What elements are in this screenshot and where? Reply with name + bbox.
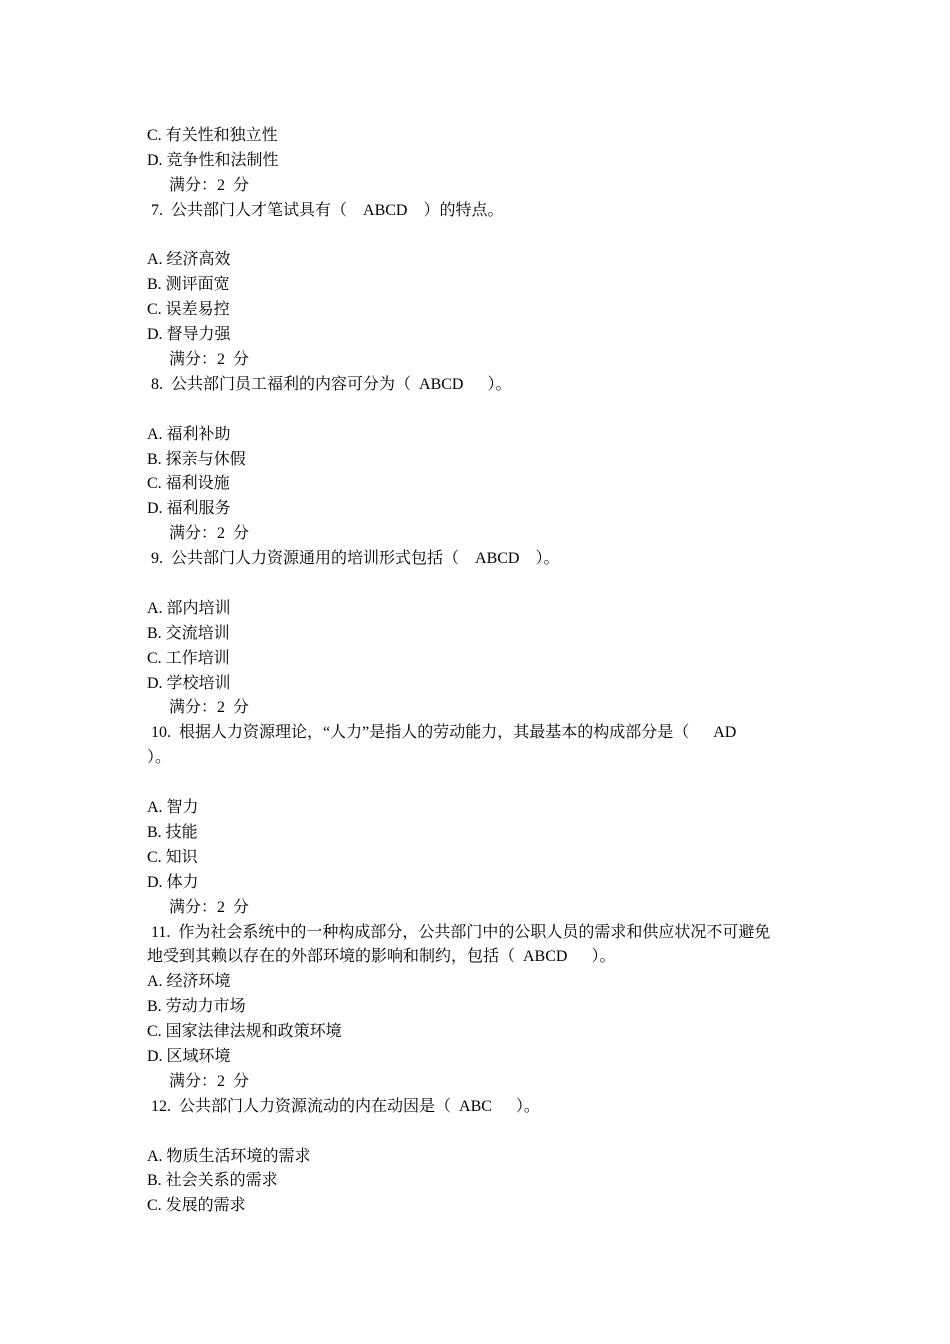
question-8-prefix: 8. 公共部门员工福利的内容可分为（ (151, 375, 420, 393)
spacer (147, 572, 817, 597)
question-7-prefix: 7. 公共部门人才笔试具有（ (151, 201, 364, 219)
question-9-prefix: 9. 公共部门人力资源通用的培训形式包括（ (151, 550, 476, 568)
question-7-suffix: ）的特点。 (407, 201, 504, 219)
option-q7-b: B. 测评面宽 (147, 276, 230, 294)
option-q8-b: B. 探亲与休假 (147, 450, 246, 468)
question-12-answer: ABC (459, 1097, 492, 1115)
option-q11-c: C. 国家法律法规和政策环境 (147, 1023, 342, 1041)
score-q7: 满分：2 分 (169, 351, 250, 369)
spacer (147, 398, 817, 423)
question-8-answer: ABCD (419, 375, 464, 393)
option-q11-a: A. 经济环境 (147, 973, 231, 991)
question-8 (147, 373, 817, 398)
question-7-answer: ABCD (363, 201, 408, 219)
option-q8-d: D. 福利服务 (147, 500, 231, 518)
question-8-suffix: ）。 (463, 375, 512, 393)
option-q9-b: B. 交流培训 (147, 624, 230, 642)
score-q10: 满分：2 分 (169, 898, 250, 916)
score-q11: 满分：2 分 (169, 1072, 250, 1090)
question-9 (147, 547, 817, 572)
option-q9-d: D. 学校培训 (147, 674, 231, 692)
question-12-prefix: 12. 公共部门人力资源流动的内在动因是（ (151, 1097, 460, 1115)
score-q9: 满分：2 分 (169, 699, 250, 717)
option-q9-c: C. 工作培训 (147, 649, 230, 667)
option-q10-c: C. 知识 (147, 848, 198, 866)
option-q7-a: A. 经济高效 (147, 251, 231, 269)
question-list (147, 124, 817, 1219)
option-q6-c: C. 有关性和独立性 (147, 127, 278, 144)
option-q12-a: A. 物质生活环境的需求 (147, 1147, 311, 1165)
option-q6-d: D. 竞争性和法制性 (147, 151, 279, 169)
option-q11-d: D. 区域环境 (147, 1047, 231, 1065)
question-12 (147, 1095, 817, 1120)
score-q6: 满分：2 分 (169, 176, 250, 194)
question-10-line-1: 10. 根据人力资源理论，“人力”是指人的劳动能力，其最基本的构成部分是（ AD (151, 724, 737, 742)
option-q8-a: A. 福利补助 (147, 425, 231, 443)
option-q7-c: C. 误差易控 (147, 301, 230, 319)
spacer (147, 224, 817, 249)
option-q9-a: A. 部内培训 (147, 599, 231, 617)
option-q10-b: B. 技能 (147, 823, 198, 841)
question-12-suffix: ）。 (491, 1097, 540, 1115)
option-q12-c: C. 发展的需求 (147, 1197, 246, 1215)
option-q8-c: C. 福利设施 (147, 475, 230, 493)
question-11-line-2: 地受到其赖以存在的外部环境的影响和制约，包括（ ABCD ）。 (147, 948, 616, 966)
option-q11-b: B. 劳动力市场 (147, 998, 246, 1016)
option-q12-b: B. 社会关系的需求 (147, 1172, 278, 1190)
question-9-answer: ABCD (475, 550, 520, 568)
spacer (147, 771, 817, 796)
option-q7-d: D. 督导力强 (147, 326, 231, 344)
spacer (147, 1120, 817, 1145)
question-11-line-1: 11. 作为社会系统中的一种构成部分，公共部门中的公职人员的需求和供应状况不可避免 (151, 923, 771, 941)
question-7 (147, 199, 817, 224)
option-q10-a: A. 智力 (147, 799, 199, 817)
question-10-line-2: ）。 (147, 749, 172, 767)
option-q10-d: D. 体力 (147, 873, 199, 891)
score-q8: 满分：2 分 (169, 525, 250, 543)
question-9-suffix: ）。 (519, 550, 560, 568)
